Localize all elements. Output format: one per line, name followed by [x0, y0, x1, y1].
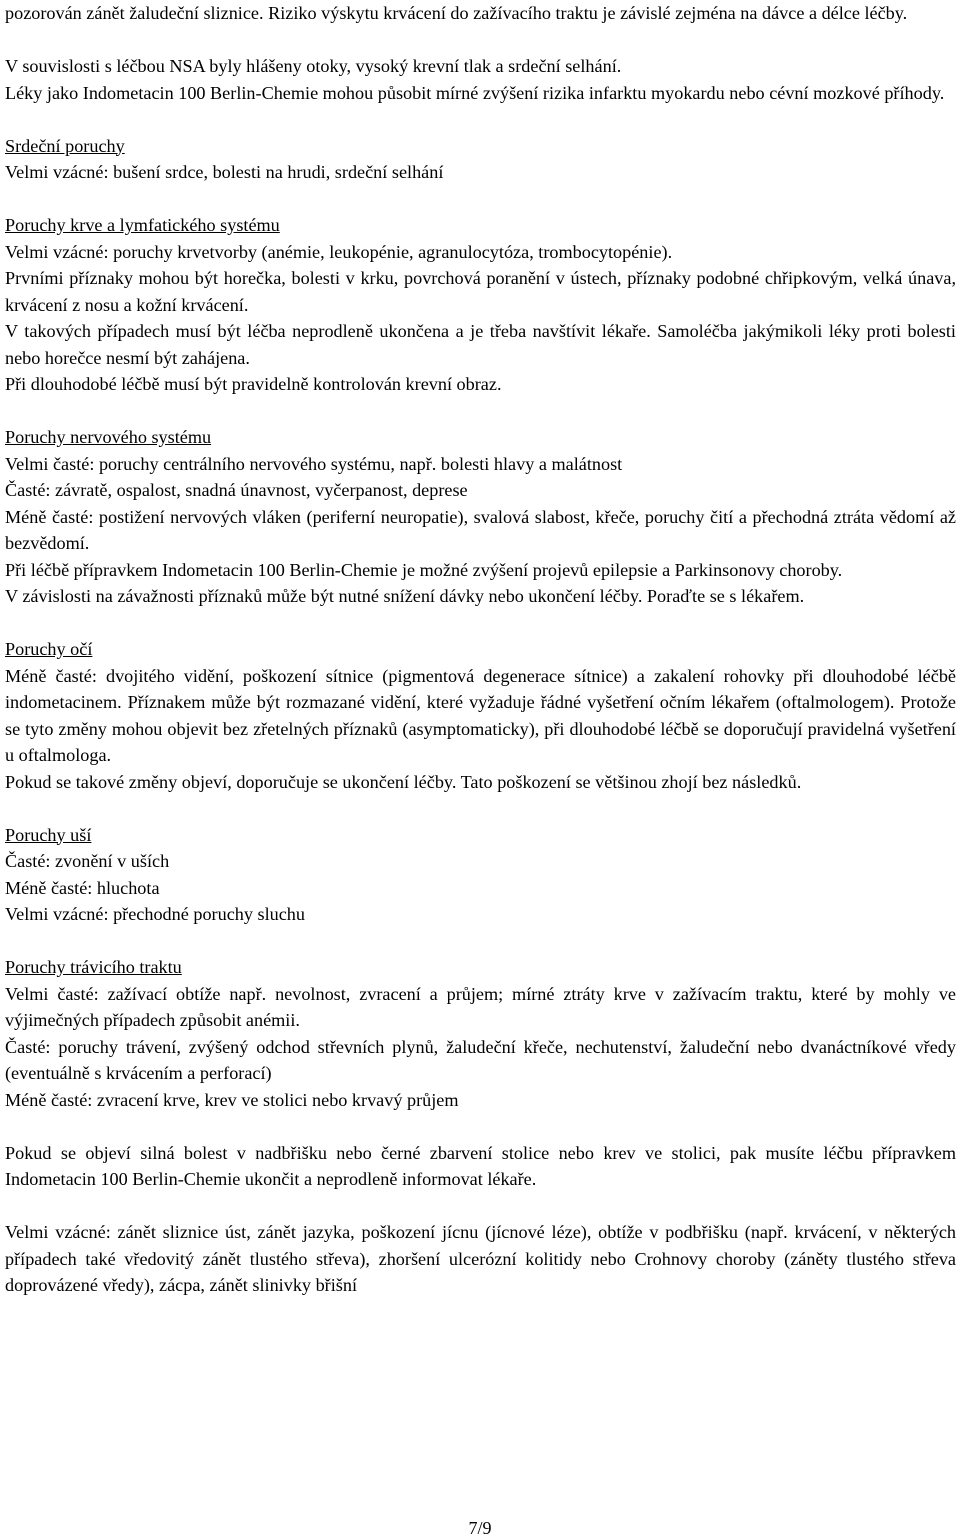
digestive-paragraph-3: Méně časté: zvracení krve, krev ve stolici nebo krvavý průjem	[5, 1089, 459, 1110]
cardiac-paragraph-1: Velmi vzácné: bušení srdce, bolesti na hrudi, srdeční selhání	[5, 162, 444, 182]
nervous-paragraph-5: V závislosti na závažnosti příznaků může být nutné snížení dávky nebo ukončení léčby. Poraďte se s lékařem.	[5, 586, 805, 606]
nervous-paragraph-3: Méně časté: postižení nervových vláken (periferní neuropatie), svalová slabost, křeče, poruchy čití a přechodná ztráta vědomí až bezvědomí.	[5, 506, 956, 553]
document-page	[5, 0, 956, 1299]
blood-paragraph-1: Velmi vzácné: poruchy krvetvorby (anémie, leukopénie, agranulocytóza, trombocytopénie).	[5, 241, 673, 262]
digestive-paragraph-4: Pokud se objeví silná bolest v nadbřišku nebo černé zbarvení stolice nebo krev ve stolici, pak musíte léčbu přípravkem Indometacin 100 Berlin-Chemie ukončit a neprodleně informovat lékaře.	[5, 1142, 956, 1189]
nervous-paragraph-2: Časté: závratě, ospalost, snadná únavnost, vyčerpanost, deprese	[5, 480, 468, 500]
digestive-paragraph-5: Velmi vzácné: zánět sliznice úst, zánět jazyka, poškození jícnu (jícnové léze), obtíže v podbřišku (např. krvácení, v některých případech také vředovitý zánět tlustého střeva), zhoršení ulcerózní kolitidy nebo Crohnovy choroby (záněty tlustého střeva doprovázené vředy), zácpa, zánět slinivky břišní	[5, 1222, 956, 1295]
blood-paragraph-4: Při dlouhodobé léčbě musí být pravidelně kontrolován krevní obraz.	[5, 374, 502, 394]
section-heading-nervous: Poruchy nervového systému	[5, 427, 212, 447]
blood-paragraph-3: V takových případech musí být léčba neprodleně ukončena a je třeba navštívit lékaře. Samoléčba jakýmikoli léky proti bolesti nebo horečce nesmí být zahájena.	[5, 321, 956, 368]
intro-paragraph-1: pozorován zánět žaludeční sliznice. Riziko výskytu krvácení do zažívacího traktu je závislé zejména na dávce a délce léčby.	[5, 3, 908, 23]
digestive-paragraph-2: Časté: poruchy trávení, zvýšený odchod střevních plynů, žaludeční křeče, nechutenství, žaludeční nebo dvanáctníkové vředy (eventuálně s krvácením a perforací)	[5, 1036, 956, 1083]
ears-paragraph-3: Velmi vzácné: přechodné poruchy sluchu	[5, 904, 305, 924]
eyes-paragraph-1: Méně časté: dvojitého vidění, poškození sítnice (pigmentová degenerace sítnice) a zakalení rohovky při dlouhodobé léčbě indometacinem. Příznakem může být rozmazané vidění, které vyžaduje řádné vyšetření očním lékařem (oftalmologem). Protože se tyto změny mohou objevit bez zřetelných příznaků (asymptomaticky), při dlouhodobé léčbě se doporučují pravidelná vyšetření u oftalmologa.	[5, 665, 956, 765]
section-heading-eyes: Poruchy očí	[5, 639, 93, 659]
page-number: 7/9	[468, 1518, 492, 1538]
ears-paragraph-1: Časté: zvonění v uších	[5, 851, 170, 871]
eyes-paragraph-2: Pokud se takové změny objeví, doporučuje se ukončení léčby. Tato poškození se většinou zhojí bez následků.	[5, 771, 802, 792]
section-heading-digestive: Poruchy trávicího traktu	[5, 957, 182, 977]
section-heading-ears: Poruchy uší	[5, 824, 92, 845]
blood-paragraph-2: Prvními příznaky mohou být horečka, bolesti v krku, povrchová poranění v ústech, příznaky podobné chřipkovým, velká únava, krvácení z nosu a kožní krvácení.	[5, 268, 956, 315]
ears-paragraph-2: Méně časté: hluchota	[5, 877, 160, 898]
section-heading-blood: Poruchy krve a lymfatického systému	[5, 215, 280, 235]
nervous-paragraph-1: Velmi časté: poruchy centrálního nervového systému, např. bolesti hlavy a malátnost	[5, 453, 623, 474]
intro-paragraph-2: V souvislosti s léčbou NSA byly hlášeny otoky, vysoký krevní tlak a srdeční selhání.	[5, 56, 622, 76]
section-heading-cardiac: Srdeční poruchy	[5, 135, 125, 156]
digestive-paragraph-1: Velmi časté: zažívací obtíže např. nevolnost, zvracení a průjem; mírné ztráty krve v zažívacím traktu, které by mohly ve výjimečných případech způsobit anémii.	[5, 983, 956, 1030]
intro-paragraph-3: Léky jako Indometacin 100 Berlin-Chemie mohou působit mírné zvýšení rizika infarktu myokardu nebo cévní mozkové příhody.	[5, 82, 945, 103]
nervous-paragraph-4: Při léčbě přípravkem Indometacin 100 Berlin-Chemie je možné zvýšení projevů epilepsie a Parkinsonovy choroby.	[5, 559, 843, 580]
